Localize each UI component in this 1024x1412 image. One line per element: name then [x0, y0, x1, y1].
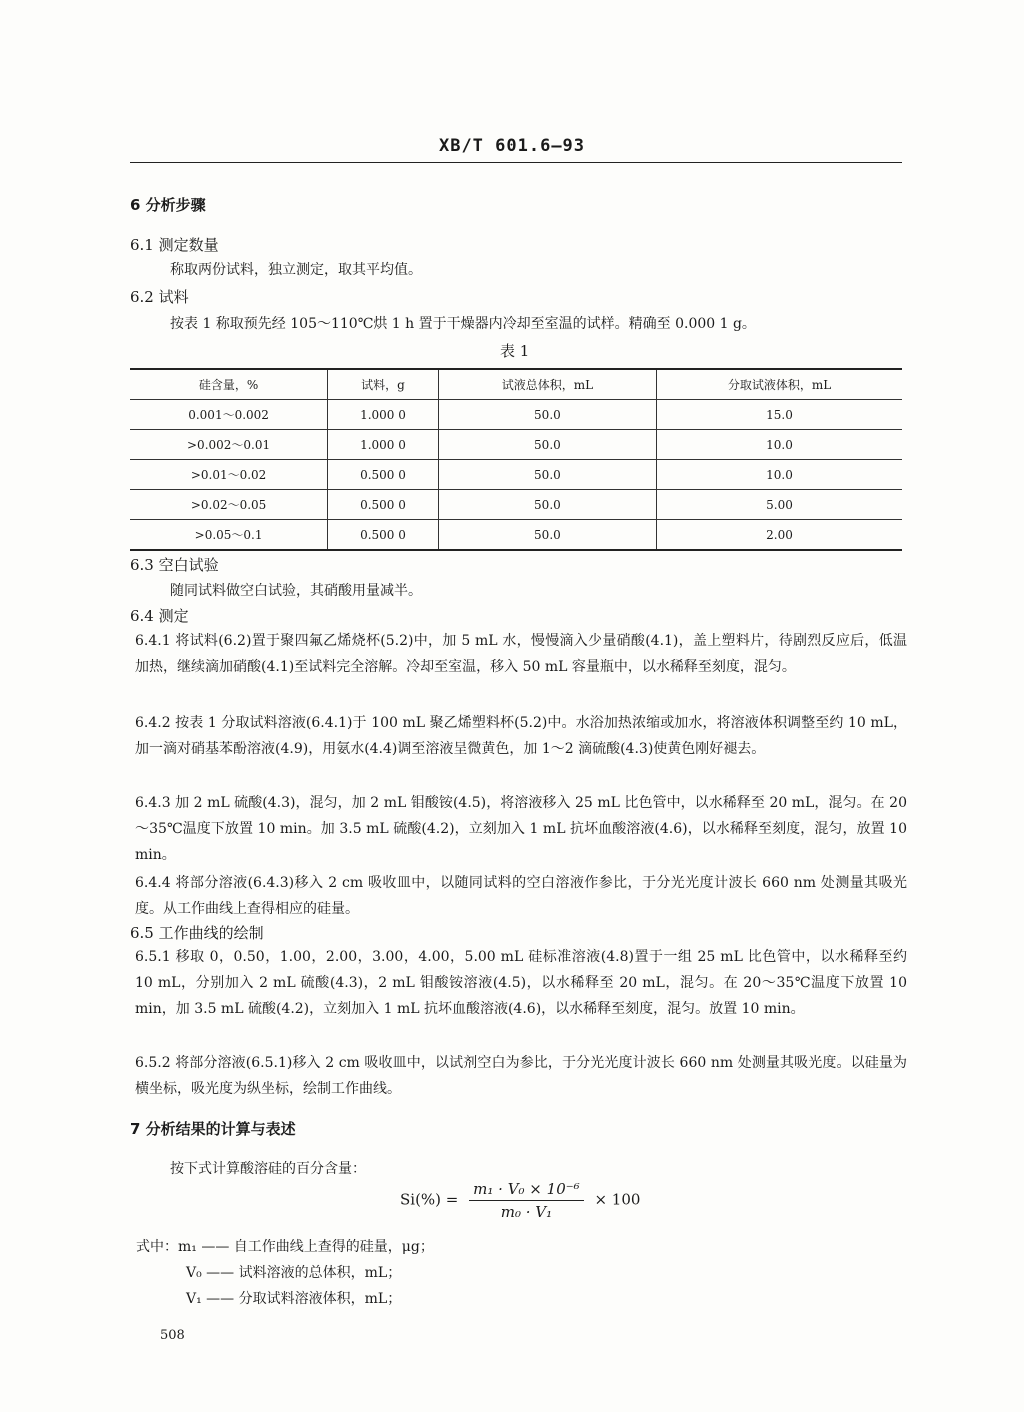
section-6-title: 6 分析步骤 [130, 196, 206, 214]
table-cell: 50.0 [438, 430, 656, 460]
table-caption: 表 1 [500, 342, 530, 360]
header-rule [130, 162, 902, 163]
table-row [130, 490, 902, 520]
section-6-2-text: 按表 1 称取预先经 105～110℃烘 1 h 置于干燥器内冷却至室温的试样。精确至 0.000 1 g。 [170, 316, 756, 332]
table-cell: 5.00 [657, 490, 902, 520]
section-6-3-text: 随同试料做空白试验，其硝酸用量减半。 [170, 583, 422, 599]
table-cell: 2.00 [657, 520, 902, 551]
section-6-1-text: 称取两份试料，独立测定，取其平均值。 [170, 262, 422, 278]
table-header: 试液总体积，mL [438, 369, 656, 400]
section-6-4-2: 6.4.2 按表 1 分取试料溶液(6.4.1)于 100 mL 聚乙烯塑料杯(5.2)中。水浴加热浓缩或加水，将溶液体积调整至约 10 mL，加一滴对硝基苯酚溶液(4.9)，用氨水(4.4)调至溶液呈微黄色，加 1～2 滴硫酸(4.3)使黄色刚好褪去。 [135, 715, 907, 757]
page-number: 508 [160, 1328, 185, 1343]
section-6-4-3: 6.4.3 加 2 mL 硫酸(4.3)，混匀，加 2 mL 钼酸铵(4.5)，将溶液移入 25 mL 比色管中，以水稀释至 20 mL，混匀。在 20～35℃温度下放置 10 min。加 3.5 mL 硫酸(4.2)，立刻加入 1 mL 抗坏血酸溶液(4.6)，以水稀释至刻度，混匀，放置 10 min。 [135, 795, 907, 863]
section-6-4-4: 6.4.4 将部分溶液(6.4.3)移入 2 cm 吸收皿中，以随同试料的空白溶液作参比，于分光光度计波长 660 nm 处测量其吸光度。从工作曲线上查得相应的硅量。 [135, 875, 907, 917]
table-cell: 50.0 [438, 460, 656, 490]
table-header: 硅含量，% [130, 369, 328, 400]
section-7-intro: 按下式计算酸溶硅的百分含量： [170, 1161, 366, 1177]
table-cell: 50.0 [438, 520, 656, 551]
table-cell: >0.01～0.02 [130, 460, 328, 490]
table-cell: >0.02～0.05 [130, 490, 328, 520]
section-6-4-1: 6.4.1 将试料(6.2)置于聚四氟乙烯烧杯(5.2)中，加 5 mL 水，慢慢滴入少量硝酸(4.1)，盖上塑料片，待剧烈反应后，低温加热，继续滴加硝酸(4.1)至试料完全溶解。冷却至室温，移入 50 mL 容量瓶中，以水稀释至刻度，混匀。 [135, 633, 907, 675]
table-cell: 10.0 [657, 430, 902, 460]
table-cell: >0.002～0.01 [130, 430, 328, 460]
table-header: 试料，g [328, 369, 439, 400]
section-6-4-title: 6.4 测定 [130, 607, 189, 625]
section-6-2-title: 6.2 试料 [130, 288, 189, 306]
table-cell: 0.001～0.002 [130, 400, 328, 430]
table-cell: 15.0 [657, 400, 902, 430]
section-7-title: 7 分析结果的计算与表述 [130, 1120, 296, 1138]
standard-header: XB/T 601.6—93 [438, 136, 586, 156]
table-row [130, 520, 902, 551]
legend-v1: V₁ —— 分取试料溶液体积，mL； [186, 1291, 402, 1307]
table-row [130, 460, 902, 490]
table-row [130, 400, 902, 430]
table-cell: >0.05～0.1 [130, 520, 328, 551]
table-cell: 50.0 [438, 490, 656, 520]
table-cell: 10.0 [657, 460, 902, 490]
table-cell: 0.500 0 [328, 490, 439, 520]
table-row [130, 430, 902, 460]
section-6-5-title: 6.5 工作曲线的绘制 [130, 924, 264, 942]
section-6-5-1: 6.5.1 移取 0，0.50，1.00，2.00，3.00，4.00，5.00 mL 硅标准溶液(4.8)置于一组 25 mL 比色管中，以水稀释至约 10 mL，分别加入 2 mL 硫酸(4.3)，2 mL 钼酸铵溶液(4.5)，以水稀释至 20 mL，混匀。在 20～35℃温度下放置 10 min，加 3.5 mL 硫酸(4.2)，立刻加入 1 mL 抗坏血酸溶液(4.6)，以水稀释至刻度，混匀。放置 10 min。 [135, 949, 907, 1017]
formula [400, 1180, 640, 1221]
formula-tail: × 100 [594, 1190, 641, 1209]
table-cell: 50.0 [438, 400, 656, 430]
table-cell: 0.500 0 [328, 520, 439, 551]
formula-fraction [469, 1180, 584, 1221]
table-cell: 1.000 0 [328, 430, 439, 460]
table-cell: 0.500 0 [328, 460, 439, 490]
formula-numerator: m₁ · V₀ × 10⁻⁶ [469, 1180, 584, 1201]
legend-m1: 式中：m₁ —— 自工作曲线上查得的硅量，μg； [136, 1239, 434, 1255]
section-6-3-title: 6.3 空白试验 [130, 556, 219, 574]
table-header: 分取试液体积，mL [657, 369, 902, 400]
section-6-5-2: 6.5.2 将部分溶液(6.5.1)移入 2 cm 吸收皿中，以试剂空白为参比，于分光光度计波长 660 nm 处测量其吸光度。以硅量为横坐标，吸光度为纵坐标，绘制工作曲线。 [135, 1055, 907, 1097]
legend-v0: V₀ —— 试料溶液的总体积，mL； [186, 1265, 402, 1281]
formula-lhs: Si(%) = [400, 1190, 459, 1209]
formula-denominator: m₀ · V₁ [500, 1203, 553, 1221]
table-1 [130, 368, 902, 551]
section-6-1-title: 6.1 测定数量 [130, 236, 219, 254]
table-cell: 1.000 0 [328, 400, 439, 430]
